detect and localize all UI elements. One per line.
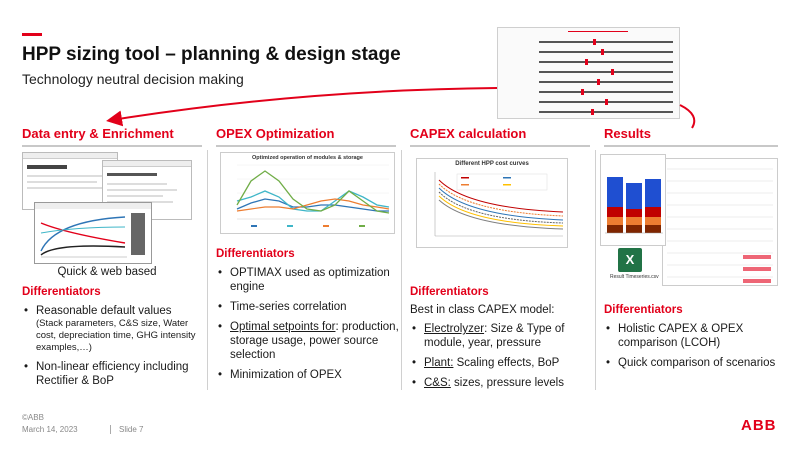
efficiency-curve-sketch (35, 203, 151, 263)
opex-chart-thumbnail (220, 152, 395, 234)
column-heading: Results (604, 126, 651, 141)
column-rule (604, 145, 778, 147)
bullet-item: • Electrolyzer: Size & Type of module, year, pressure (410, 322, 598, 350)
column-caption: Quick & web based (57, 266, 157, 278)
csv-file-icon: X (618, 248, 642, 272)
opex-chart-title: Optimized operation of modules & storage (252, 155, 363, 161)
column-rule (22, 145, 202, 147)
column-heading: OPEX Optimization (216, 126, 335, 141)
footer-copyright: ©ABB (22, 413, 44, 422)
results-table-sketch (663, 159, 777, 285)
column-heading: CAPEX calculation (410, 126, 527, 141)
results-screenshot (600, 152, 780, 290)
differentiators-heading: Differentiators (410, 286, 489, 298)
bullet-item: • Optimal setpoints for: production, storage usage, power source selection (216, 320, 402, 362)
stacked-bar-sketch (601, 155, 665, 245)
bullet-item: • C&S: sizes, pressure levels (410, 376, 598, 390)
capex-curve-sketch (417, 168, 567, 248)
bullet-list (604, 322, 780, 370)
page-title: HPP sizing tool – planning & design stage (22, 44, 401, 65)
data-entry-screenshots (22, 152, 192, 264)
column-body-opex (216, 248, 402, 382)
page-subtitle: Technology neutral decision making (22, 71, 244, 87)
capex-chart-thumbnail (416, 158, 568, 248)
bullet-list (216, 266, 402, 382)
bullet-detail: (Stack parameters, C&S size, Water cost, depreciation time, GHG intensity examples,…) (36, 318, 196, 353)
column-opex (216, 126, 396, 147)
column-heading: Data entry & Enrichment (22, 126, 174, 141)
bullet-item: • Plant: Scaling effects, BoP (410, 356, 598, 370)
differentiators-heading: Differentiators (216, 248, 295, 260)
bullet-item: • Non-linear efficiency including Rectifier & BoP (22, 360, 204, 388)
capex-intro: Best in class CAPEX model: (410, 304, 555, 316)
column-results (604, 126, 778, 147)
results-table-screenshot (662, 158, 778, 286)
column-body-capex (410, 286, 598, 390)
footer-date: March 14, 2023 (22, 425, 78, 434)
column-data-entry (22, 126, 202, 147)
bullet-item: • Quick comparison of scenarios (604, 356, 780, 370)
abb-logo: ABB (741, 417, 777, 434)
column-separator (401, 150, 402, 390)
differentiators-heading: Differentiators (604, 304, 683, 316)
capex-chart-title: Different HPP cost curves (455, 161, 529, 167)
column-separator (595, 150, 596, 390)
bullet-list (410, 322, 598, 390)
column-rule (410, 145, 590, 147)
bullet-item: • Holistic CAPEX & OPEX comparison (LCOH) (604, 322, 780, 350)
lcoh-stacked-chart (600, 154, 666, 246)
differentiators-heading: Differentiators (22, 286, 101, 298)
column-body-results (604, 304, 780, 370)
column-capex (410, 126, 590, 147)
footer-slide-number: Slide 7 (110, 425, 143, 434)
bullet-item: • Time-series correlation (216, 300, 402, 314)
bullet-item: • OPTIMAX used as optimization engine (216, 266, 402, 294)
opex-line-sketch (221, 161, 394, 233)
column-rule (216, 145, 396, 147)
bullet-item: • Minimization of OPEX (216, 368, 402, 382)
column-body-data-entry (22, 286, 204, 388)
csv-file-label: Result Timeseries.csv (610, 274, 659, 280)
bullet-item: • Reasonable default values (Stack parameters, C&S size, Water cost, depreciation time, GHG intensity examples,…) (22, 304, 204, 354)
bullet-list (22, 304, 204, 388)
efficiency-curve-screenshot (34, 202, 152, 264)
column-separator (207, 150, 208, 390)
